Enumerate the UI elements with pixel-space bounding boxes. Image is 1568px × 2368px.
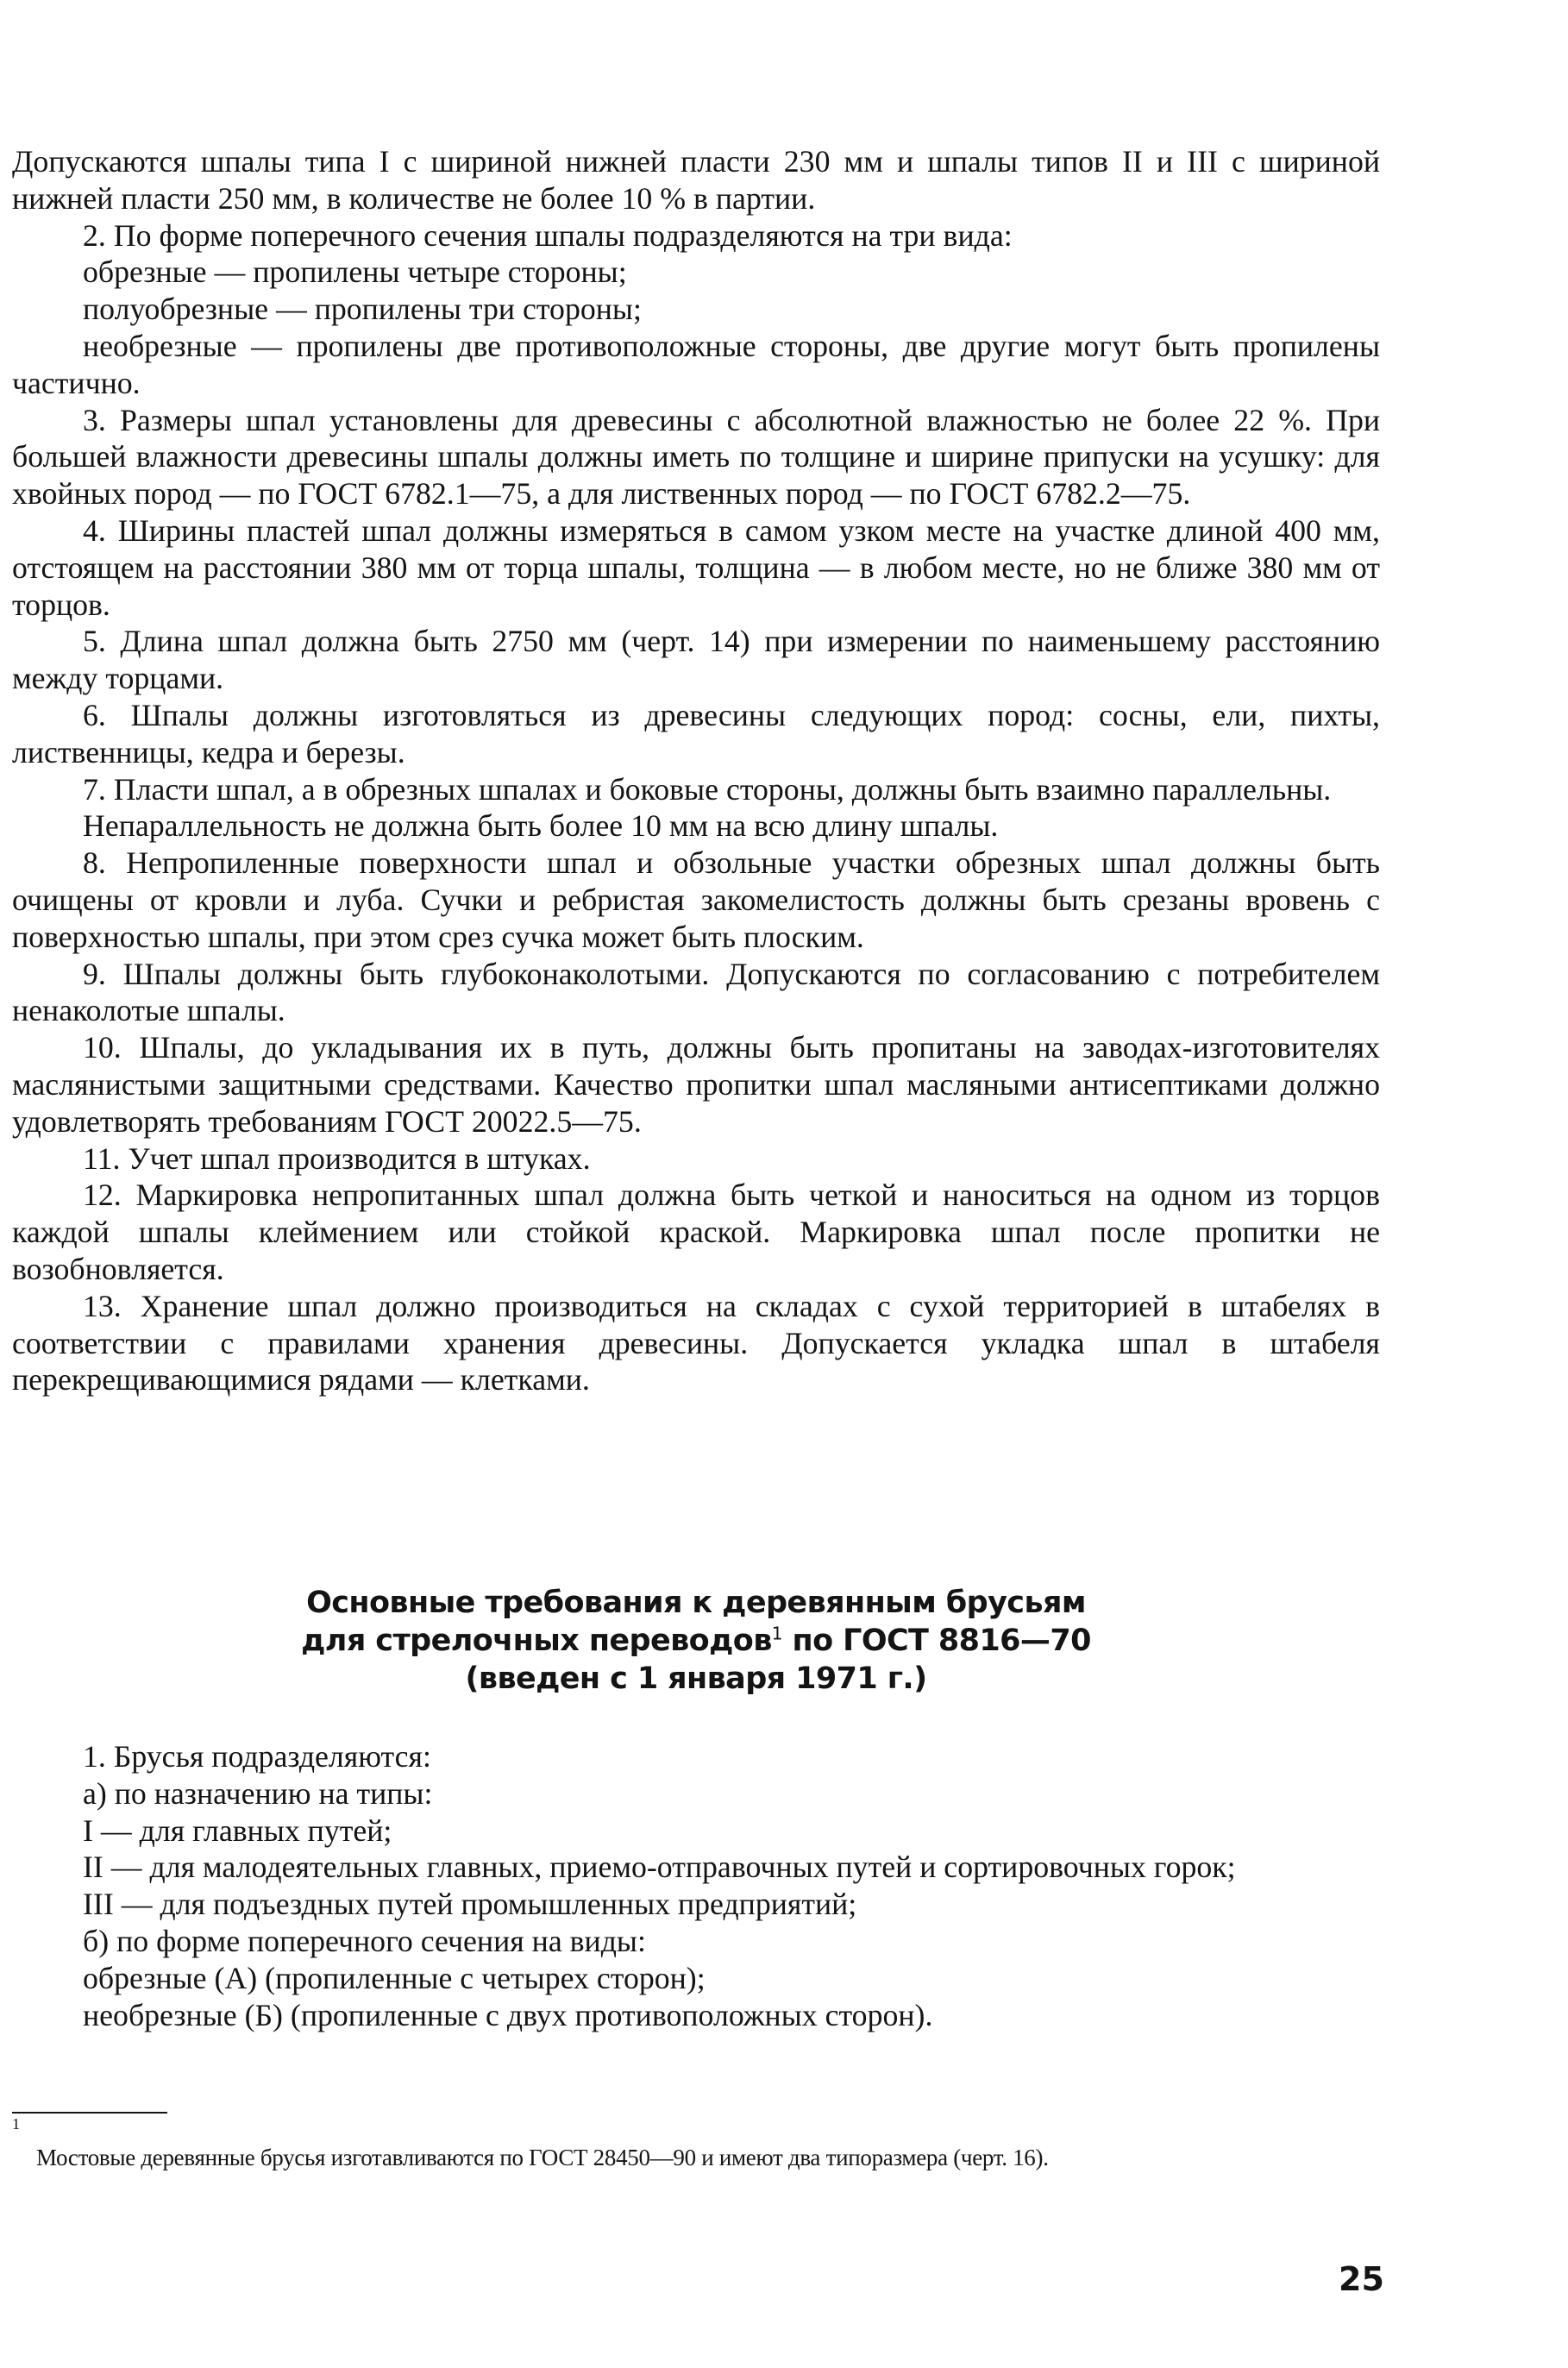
paragraph: 4. Ширины пластей шпал должны измеряться в самом узком месте на участке длиной 400 мм, отстоящем на расстоянии 380 мм от торца шпалы, толщина — в любом месте, но не ближе 380 мм от торцов.: [12, 512, 1380, 622]
paragraph: 3. Размеры шпал установлены для древесины с абсолютной влажностью не более 22 %. При большей влажности древесины шпалы должны иметь по толщине и ширине припуски на усушку: для хвойных пород — по ГОСТ 6782.1—75, а для лиственных пород — по ГОСТ 6782.2—75.: [12, 402, 1380, 512]
section-heading: [12, 1584, 1380, 1698]
heading-line-1: Основные требования к деревянным брусьям: [306, 1586, 1086, 1620]
sleeper-requirements-text: [12, 143, 1380, 1398]
paragraph: полуобрезные — пропилены три стороны;: [83, 292, 642, 327]
paragraph: 11. Учет шпал производится в штуках.: [83, 1140, 591, 1176]
list-item: необрезные (Б) (пропиленные с двух противоположных сторон).: [83, 1997, 933, 2032]
footnote-reference: 1: [771, 1623, 782, 1644]
paragraph: 2. По форме поперечного сечения шпалы подразделяются на три вида:: [83, 217, 1013, 253]
page-number: 25: [1339, 2260, 1384, 2298]
paragraph: 13. Хранение шпал должно производиться на складах с сухой территорией в штабелях в соответствии с правилами хранения древесины. Допускается укладка шпал в штабеля перекрещивающимися рядами — клетками.: [12, 1288, 1380, 1398]
paragraph: 8. Непропиленные поверхности шпал и обзольные участки обрезных шпал должны быть очищены от кровли и луба. Сучки и ребристая закомелистость должны быть срезаны вровень с поверхностью шпалы, при этом срез сучка может быть плоским.: [12, 845, 1380, 954]
paragraph: Непараллельность не должна быть более 10 мм на всю длину шпалы.: [83, 808, 999, 844]
list-item: II — для малодеятельных главных, приемо-отправочных путей и сортировочных горок;: [83, 1850, 1236, 1885]
paragraph: необрезные — пропилены две противоположные стороны, две другие могут быть пропилены частично.: [12, 328, 1380, 400]
list-item: I — для главных путей;: [83, 1812, 392, 1848]
beam-classification-list: [12, 1738, 1380, 2033]
paragraph: 7. Пласти шпал, а в обрезных шпалах и боковые стороны, должны быть взаимно параллельны.: [83, 771, 1332, 807]
paragraph: 9. Шпалы должны быть глубоконаколотыми. Допускаются по согласованию с потребителем ненаколотые шпалы.: [12, 956, 1380, 1028]
list-item: а) по назначению на типы:: [83, 1775, 433, 1811]
list-item: 1. Брусья подразделяются:: [83, 1739, 431, 1774]
paragraph: обрезные — пропилены четыре стороны;: [83, 254, 627, 290]
heading-line-2: [12, 1622, 1380, 1660]
heading-line-2-end: по ГОСТ 8816—70: [781, 1624, 1091, 1658]
footnote-text: Мостовые деревянные брусья изготавливаются по ГОСТ 28450—90 и имеют два типоразмера (черт. 16).: [36, 2145, 1049, 2170]
paragraph: 12. Маркировка непропитанных шпал должна быть четкой и наноситься на одном из торцов каждой шпалы клеймением или стойкой краской. Маркировка шпал после пропитки не возобновляется.: [12, 1178, 1380, 1286]
footnote-number: 1: [12, 2115, 20, 2132]
list-item: III — для подъездных путей промышленных предприятий;: [83, 1887, 857, 1922]
heading-line-2-start: для стрелочных переводов: [301, 1624, 772, 1658]
paragraph: 5. Длина шпал должна быть 2750 мм (черт. 14) при измерении по наименьшему расстоянию между торцами.: [12, 624, 1380, 696]
heading-line-3: (введен с 1 января 1971 г.): [465, 1661, 927, 1696]
paragraph: 6. Шпалы должны изготовляться из древесины следующих пород: сосны, ели, пихты, лиственницы, кедра и березы.: [12, 697, 1380, 769]
footnote-divider: [12, 2112, 167, 2114]
paragraph: Допускаются шпалы типа I с шириной нижней пласти 230 мм и шпалы типов II и III с шириной нижней пласти 250 мм, в количестве не более 10 % в партии.: [12, 144, 1380, 216]
list-item: б) по форме поперечного сечения на виды:: [83, 1923, 646, 1958]
paragraph: 10. Шпалы, до укладывания их в путь, должны быть пропитаны на заводах-изготовителях маслянистыми защитными средствами. Качество пропитки шпал масляными антисептиками должно удовлетворять требованиям ГОСТ 20022.5—75.: [12, 1030, 1380, 1139]
list-item: обрезные (А) (пропиленные с четырех сторон);: [83, 1960, 706, 1995]
